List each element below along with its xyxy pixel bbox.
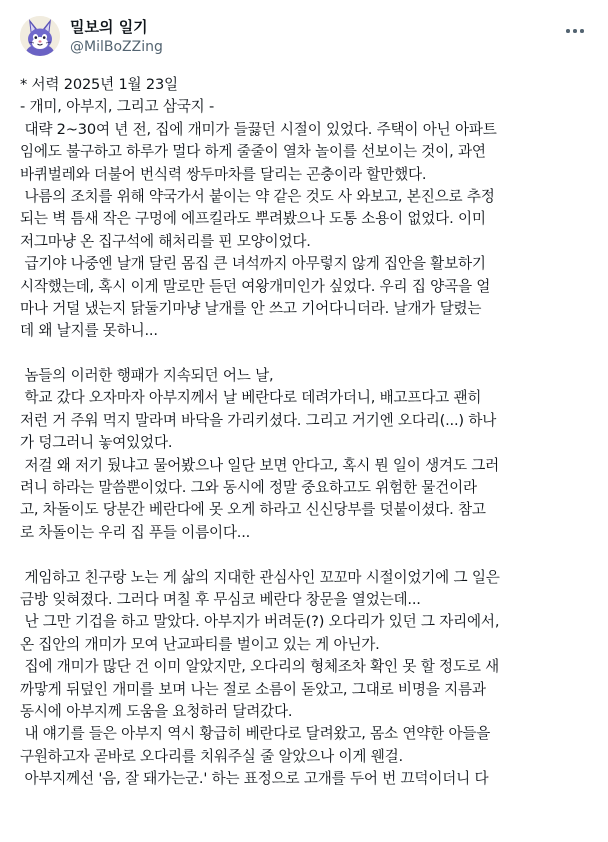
post-text-line: 바퀴벌레와 더불어 번식력 쌍두마차를 달리는 곤충이라 할만했다. bbox=[20, 165, 427, 183]
post-text-line: 학교 갔다 오자마자 아부지께서 날 베란다로 데려가더니, 배고프다고 괜히 bbox=[20, 389, 482, 407]
post-text-line: 온 집안의 개미가 모여 난교파티를 벌이고 있는 게 아닌가. bbox=[20, 635, 380, 653]
post-text-line: - 개미, 아부지, 그리고 삼국지 - bbox=[20, 98, 215, 116]
handle[interactable]: @MilBoZZing bbox=[70, 39, 163, 55]
post-text-line: 시작했는데, 혹시 이게 말로만 듣던 여왕개미인가 싶었다. 우리 집 양곡을 얼 bbox=[20, 277, 491, 295]
post-header bbox=[20, 14, 588, 62]
post-text-line: 고, 차돌이도 당분간 베란다에 못 오게 하라고 신신당부를 덧붙이셨다. 참고 bbox=[20, 501, 486, 519]
post-text-line: 난 그만 기겁을 하고 말았다. 아부지가 버려둔(?) 오다리가 있던 그 자리에서, bbox=[20, 613, 500, 631]
blank-line bbox=[20, 343, 592, 365]
post-text-line: 저런 거 주워 먹지 말라며 바닥을 가리키셨다. 그리고 거기엔 오다리(...) 하나 bbox=[20, 411, 497, 429]
post-text-line: 까맣게 뒤덮인 개미를 보며 나는 절로 소름이 돋았고, 그대로 비명을 지름과 bbox=[20, 680, 486, 698]
post-text-line: 동시에 아부지께 도움을 요청하러 달려갔다. bbox=[20, 702, 293, 720]
post-text-line: 려니 하라는 말씀뿐이었다. 그와 동시에 정말 중요하고도 위험한 물건이라 bbox=[20, 479, 477, 497]
display-name[interactable]: 밀보의 일기 bbox=[70, 18, 148, 36]
post-text-line: 로 차돌이는 우리 집 푸들 이름이다... bbox=[20, 523, 251, 541]
post-text-line: 마나 거덜 냈는지 닭둘기마냥 날개를 안 쓰고 기어다니더라. 날개가 달렸는 bbox=[20, 299, 482, 317]
post-text-line: 집에 개미가 많단 건 이미 알았지만, 오다리의 형체조차 확인 못 할 정도로 새 bbox=[20, 658, 500, 676]
post-text-line: 급기야 나중엔 날개 달린 몸집 큰 녀석까지 아무렇지 않게 집안을 활보하기 bbox=[20, 255, 486, 273]
post-text bbox=[20, 74, 592, 791]
post-text-line: 금방 잊혀졌다. 그러다 며칠 후 무심코 베란다 창문을 열었는데... bbox=[20, 590, 421, 608]
post-text-line: 임에도 불구하고 하루가 멀다 하게 줄줄이 열차 놀이를 선보이는 것이, 과연 bbox=[20, 143, 486, 161]
post-text-line: * 서력 2025년 1월 23일 bbox=[20, 76, 178, 93]
post-text-line: 저그마냥 온 집구석에 해처리를 핀 모양이었다. bbox=[20, 232, 311, 250]
post-text-line: 내 얘기를 들은 아부지 역시 황급히 베란다로 달려왔고, 몸소 연약한 아들을 bbox=[20, 725, 491, 743]
ellipsis-icon[interactable] bbox=[562, 20, 588, 42]
post-text-line: 대략 2~30여 년 전, 집에 개미가 들끓던 시절이 있었다. 주택이 아닌 아파트 bbox=[20, 120, 497, 138]
post-text-line: 저걸 왜 저기 뒀냐고 물어봤으나 일단 보면 안다고, 혹시 뭔 일이 생겨도 그러 bbox=[20, 456, 500, 474]
post-text-line: 가 덩그러니 놓여있었다. bbox=[20, 434, 173, 452]
post-text-line: 아부지께선 '음, 잘 돼가는군.' 하는 표정으로 고개를 두어 번 끄덕이더니 다 bbox=[20, 770, 489, 788]
bunny-avatar-icon[interactable] bbox=[20, 16, 60, 56]
post-text-line: 되는 벽 틈새 작은 구멍에 에프킬라도 뿌려봤으나 도통 소용이 없었다. 이미 bbox=[20, 210, 486, 228]
post-text-line: 놈들의 이러한 행패가 지속되던 어느 날, bbox=[20, 367, 274, 385]
author-names bbox=[70, 17, 163, 57]
post-text-line: 구원하고자 곧바로 오다리를 치워주실 줄 알았으나 이게 웬걸. bbox=[20, 747, 403, 765]
post-text-line: 나름의 조치를 위해 약국가서 붙이는 약 같은 것도 사 와보고, 본진으로 추정 bbox=[20, 187, 495, 205]
post-text-line: 데 왜 날지를 못하니... bbox=[20, 322, 158, 340]
blank-line bbox=[20, 544, 592, 566]
post-text-line: 게임하고 친구랑 노는 게 삶의 지대한 관심사인 꼬꼬마 시절이었기에 그 일은 bbox=[20, 568, 500, 586]
